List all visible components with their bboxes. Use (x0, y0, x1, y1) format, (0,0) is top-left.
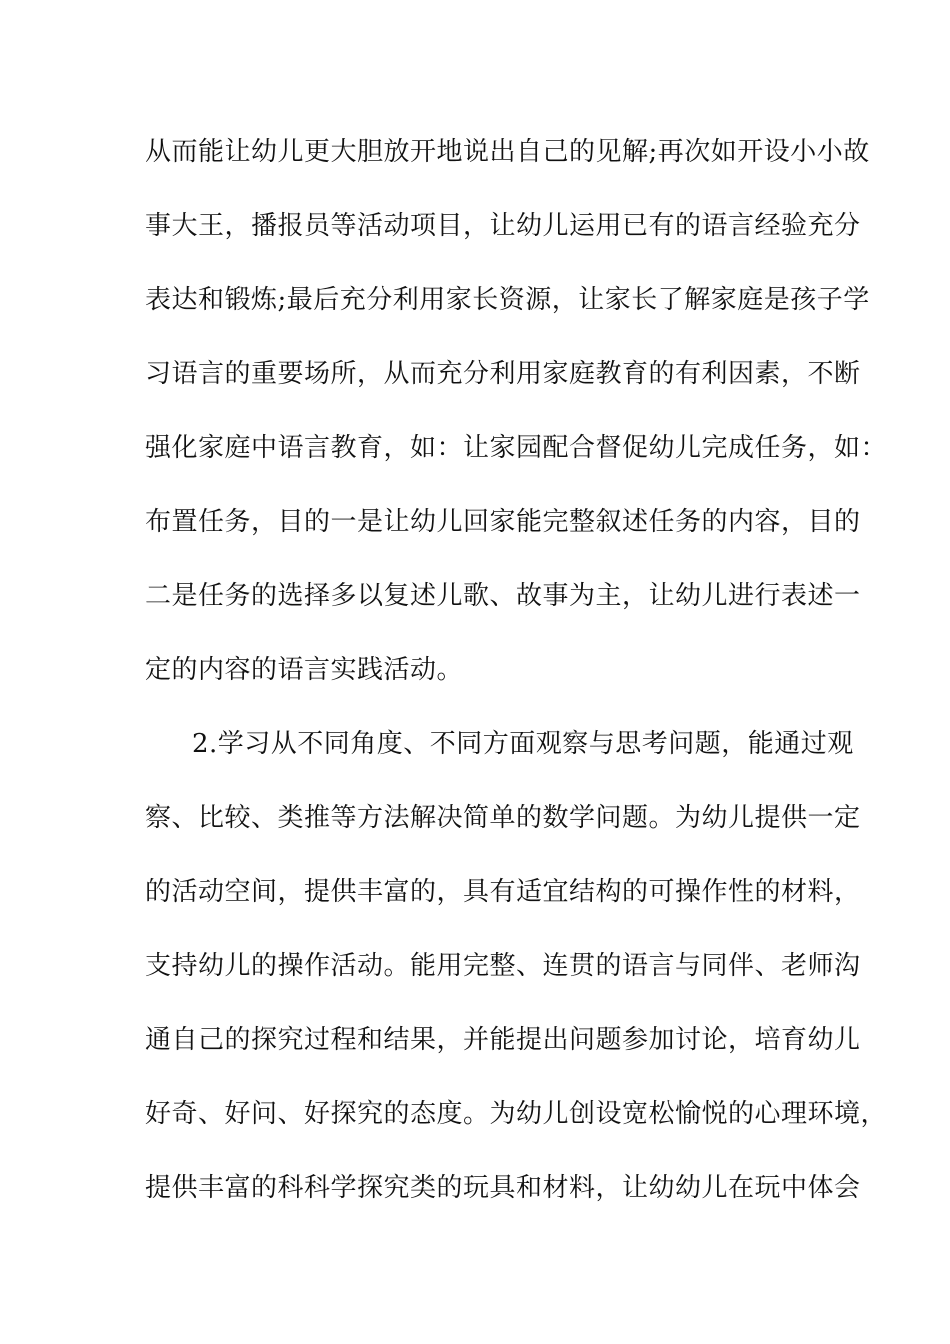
text-line-3: 表达和锻炼;最后充分利用家长资源，让家长了解家庭是孩子学 (145, 285, 870, 315)
text-line-8: 定的内容的语言实践活动。 (145, 655, 464, 685)
text-line-7: 二是任务的选择多以复述儿歌、故事为主，让幼儿进行表述一 (145, 581, 861, 611)
paragraph-2-first-line: 2.学习从不同角度、不同方面观察与思考问题，能通过观 (192, 729, 854, 759)
text-line-14: 好奇、好问、好探究的态度。为幼儿创设宽松愉悦的心理环境， (145, 1099, 888, 1129)
text-line-4: 习语言的重要场所，从而充分利用家庭教育的有利因素，不断 (145, 359, 861, 389)
text-line-5: 强化家庭中语言教育，如：让家园配合督促幼儿完成任务，如： (145, 433, 888, 463)
text-line-2: 事大王，播报员等活动项目，让幼儿运用已有的语言经验充分 (145, 211, 861, 241)
text-line-6: 布置任务，目的一是让幼儿回家能完整叙述任务的内容，目的 (145, 507, 861, 537)
text-line-12: 支持幼儿的操作活动。能用完整、连贯的语言与同伴、老师沟 (145, 951, 861, 981)
text-line-10: 察、比较、类推等方法解决简单的数学问题。为幼儿提供一定 (145, 803, 861, 833)
text-line-13: 通自己的探究过程和结果，并能提出问题参加讨论，培育幼儿 (145, 1025, 861, 1055)
text-line-15: 提供丰富的科科学探究类的玩具和材料，让幼幼儿在玩中体会 (145, 1173, 861, 1203)
text-line-1: 从而能让幼儿更大胆放开地说出自己的见解;再次如开设小小故 (145, 137, 870, 167)
text-line-11: 的活动空间，提供丰富的，具有适宜结构的可操作性的材料， (145, 877, 861, 907)
